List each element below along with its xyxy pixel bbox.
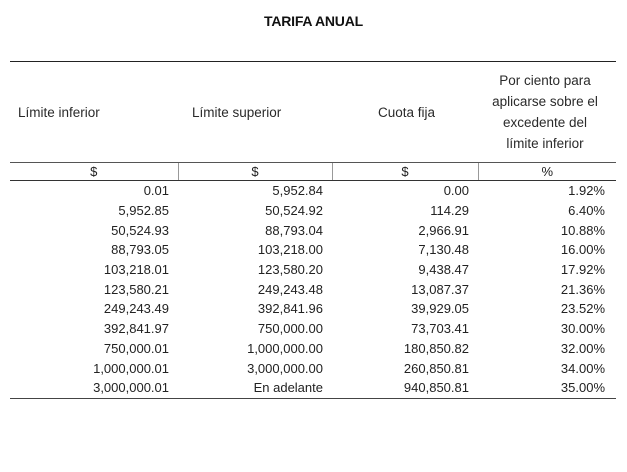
- cell-por-ciento: 21.36%: [560, 281, 605, 297]
- table-row: [10, 260, 616, 280]
- table-row: [10, 319, 616, 339]
- cell-cuota-fija: 73,703.41: [411, 321, 469, 337]
- cell-limite-superior: 88,793.04: [265, 222, 323, 238]
- tarifa-table: [10, 61, 616, 399]
- cell-limite-inferior: 103,218.01: [103, 262, 169, 278]
- cell-limite-superior: 103,218.00: [257, 242, 323, 258]
- cell-por-ciento: 23.52%: [560, 301, 605, 317]
- cell-por-ciento: 10.88%: [560, 222, 605, 238]
- page-title: TARIFA ANUAL: [264, 13, 363, 29]
- table-header-row: [10, 62, 616, 163]
- header-por-ciento-line: excedente del: [502, 115, 588, 130]
- cell-limite-inferior: 50,524.93: [111, 222, 169, 238]
- cell-cuota-fija: 13,087.37: [411, 281, 469, 297]
- cell-limite-superior: En adelante: [178, 378, 332, 398]
- cell-limite-inferior: 88,793.05: [111, 242, 169, 258]
- table-row: [10, 220, 616, 240]
- table-row: [10, 339, 616, 359]
- cell-limite-superior: 1,000,000.00: [247, 340, 323, 356]
- header-por-ciento-line: aplicarse sobre el: [492, 94, 598, 109]
- table-row: [10, 279, 616, 299]
- cell-por-ciento: 17.92%: [560, 262, 605, 278]
- unit-cell: $: [10, 163, 178, 181]
- cell-por-ciento: 34.00%: [560, 360, 605, 376]
- table-row: [10, 358, 616, 378]
- cell-limite-superior: 5,952.84: [272, 183, 323, 199]
- cell-cuota-fija: 260,850.81: [403, 360, 469, 376]
- cell-limite-inferior: 249,243.49: [103, 301, 169, 317]
- cell-cuota-fija: 39,929.05: [411, 301, 469, 317]
- cell-limite-superior: 392,841.96: [257, 301, 323, 317]
- cell-limite-inferior: 1,000,000.01: [93, 360, 169, 376]
- cell-por-ciento: 16.00%: [560, 242, 605, 258]
- cell-limite-inferior: 392,841.97: [103, 321, 169, 337]
- cell-por-ciento: 6.40%: [568, 203, 605, 219]
- cell-limite-inferior: 0.01: [143, 183, 169, 199]
- cell-cuota-fija: 7,130.48: [418, 242, 469, 258]
- header-por-ciento-line: Por ciento para: [499, 73, 591, 88]
- cell-limite-superior: 249,243.48: [257, 281, 323, 297]
- cell-cuota-fija: 180,850.82: [403, 340, 469, 356]
- cell-limite-inferior: 750,000.01: [103, 340, 169, 356]
- cell-limite-inferior: 5,952.85: [118, 203, 169, 219]
- cell-cuota-fija: 9,438.47: [418, 262, 469, 278]
- table-row: [10, 299, 616, 319]
- cell-por-ciento: 30.00%: [560, 321, 605, 337]
- cell-limite-superior: 3,000,000.00: [247, 360, 323, 376]
- units-row: [10, 163, 616, 181]
- cell-limite-superior: 123,580.20: [257, 262, 323, 278]
- cell-cuota-fija: 114.29: [430, 203, 469, 219]
- header-limite-superior: Límite superior: [178, 62, 332, 163]
- header-cuota-fija: Cuota fija: [332, 62, 478, 163]
- header-por-ciento-line: límite inferior: [506, 136, 584, 151]
- cell-limite-superior: 50,524.92: [265, 203, 323, 219]
- table-row: [10, 240, 616, 260]
- table-row: [10, 201, 616, 221]
- cell-cuota-fija: 940,850.81: [332, 378, 478, 398]
- cell-por-ciento: 35.00%: [478, 378, 616, 398]
- cell-cuota-fija: 0.00: [443, 183, 469, 199]
- cell-limite-inferior: 3,000,000.01: [10, 378, 178, 398]
- cell-por-ciento: 32.00%: [560, 340, 605, 356]
- cell-cuota-fija: 2,966.91: [418, 222, 469, 238]
- unit-cell: $: [332, 163, 478, 181]
- unit-cell: $: [178, 163, 332, 181]
- header-limite-inferior: Límite inferior: [10, 62, 178, 163]
- cell-por-ciento: 1.92%: [568, 183, 605, 199]
- unit-cell: %: [478, 163, 616, 181]
- cell-limite-superior: 750,000.00: [257, 321, 323, 337]
- header-por-ciento: [478, 62, 616, 163]
- table-row: [10, 378, 616, 398]
- cell-limite-inferior: 123,580.21: [103, 281, 169, 297]
- table-body: [10, 181, 616, 399]
- table-row: [10, 181, 616, 201]
